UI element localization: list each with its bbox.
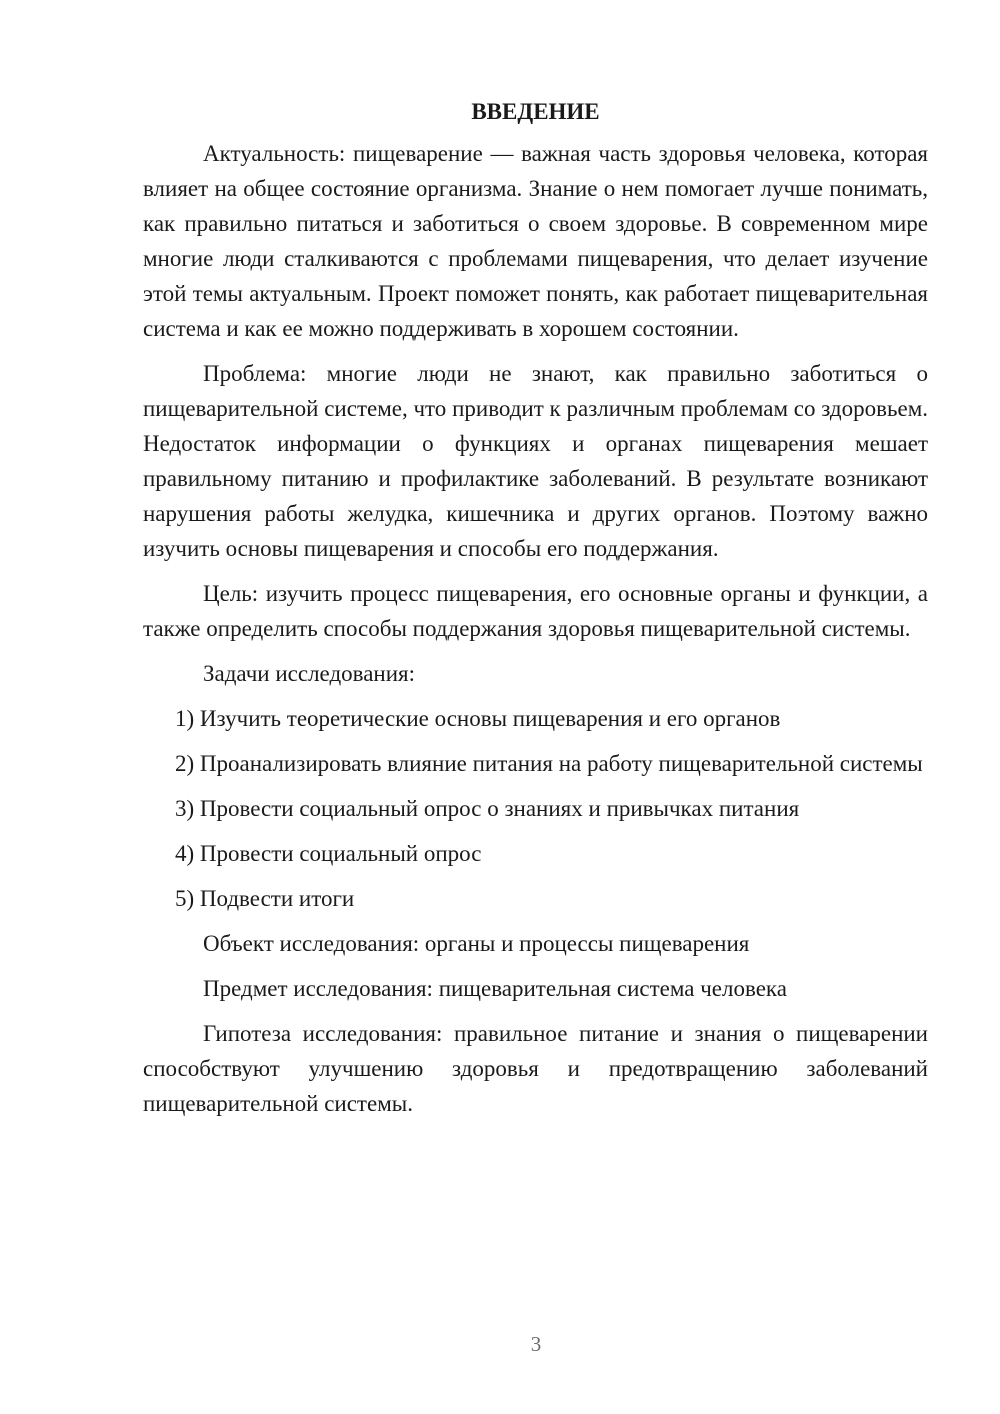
tasks-heading: Задачи исследования: [203,661,416,686]
task-item-1: 1) Изучить теоретические основы пищеварения и его органов [175,706,781,731]
research-object: Объект исследования: органы и процессы пищеварения [203,931,750,956]
research-hypothesis: Гипотеза исследования: правильное питание и знания о пищеварении способствуют улучшению здоровья и предотвращению заболеваний пищеварительной системы. [143,1021,928,1116]
section-title: ВВЕДЕНИЕ [471,99,600,124]
research-subject: Предмет исследования: пищеварительная система человека [203,976,787,1001]
problem-paragraph: Проблема: многие люди не знают, как правильно заботиться о пищеварительной системе, что приводит к различным проблемам со здоровьем. Недостаток информации о функциях и органах пищеварения мешает правильному питанию и профилактике заболеваний. В результате возникают нарушения работы желудка, кишечника и других органов. Поэтому важно изучить основы пищеварения и способы его поддержания. [143,361,928,561]
task-item-5: 5) Подвести итоги [175,886,355,911]
page-number: 3 [530,1332,542,1356]
relevance-paragraph: Актуальность: пищеварение — важная часть здоровья человека, которая влияет на общее состояние организма. Знание о нем помогает лучше понимать, как правильно питаться и заботиться о своем здоровье. В современном мире многие люди сталкиваются с проблемами пищеварения, что делает изучение этой темы актуальным. Проект поможет понять, как работает пищеварительная система и как ее можно поддерживать в хорошем состоянии. [143,141,928,341]
task-item-4: 4) Провести социальный опрос [175,841,482,866]
task-item-2: 2) Проанализировать влияние питания на работу пищеварительной системы [175,751,923,776]
document-body [143,96,928,1131]
task-item-3: 3) Провести социальный опрос о знаниях и привычках питания [175,796,800,821]
goal-paragraph: Цель: изучить процесс пищеварения, его основные органы и функции, а также определить способы поддержания здоровья пищеварительной системы. [143,581,928,641]
